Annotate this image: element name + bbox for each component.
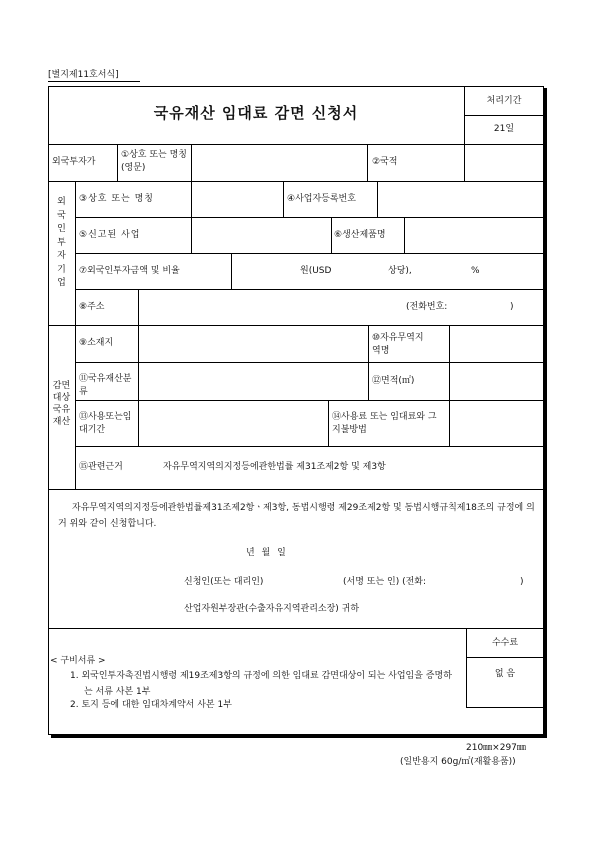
application-statement: 자유무역지역의지정등에관한법률제31조제2항ㆍ제3항, 동법시행령 제29조제2항 및 동법시행규칙제18조의 규정에 의거 위와 같이 신청합니다. [58, 503, 535, 529]
law-value: 자유무역지역의지정등에관한법률 제31조제2항 및 제3항 [163, 462, 386, 472]
investor-label: 외국투자가 [52, 157, 96, 167]
location-label: ⑨소재지 [79, 338, 114, 348]
phone-close: ) [510, 302, 514, 312]
row-line [75, 253, 544, 254]
col-line [449, 325, 450, 400]
col-line [464, 144, 465, 181]
row-line [75, 446, 544, 447]
col-line [404, 217, 405, 253]
paper-spec: (일반용지 60g/㎡(재활용품)) [400, 757, 516, 767]
col-line [117, 144, 118, 181]
fee-label: ⑭사용료 또는 임대료와 그 지불방법 [332, 412, 437, 435]
investor-name-label: ①상호 또는 명칭(영문) [121, 150, 187, 173]
col-line [138, 325, 139, 446]
col-line [328, 400, 329, 446]
row-line [48, 628, 544, 629]
product-label: ⑥생산제품명 [334, 230, 386, 240]
category-label: ⑪국유재산분류 [79, 374, 132, 397]
form-number-underline [48, 81, 140, 82]
address-label: ⑧주소 [79, 302, 105, 312]
business-label: ⑤신고된 사업 [79, 230, 141, 240]
fee-label: 수수료 [491, 638, 519, 648]
col-line [191, 181, 192, 253]
fee-divider [466, 657, 544, 658]
col-line [368, 325, 369, 400]
form-title: 국유재산 임대료 감면 신청서 [153, 104, 359, 122]
document-item-1: 1. 외국인투자촉진법시행령 제19조제3항의 규정에 의한 임대료 감면대상이 되는 사업임을 증명하는 서류 사본 1부 [70, 671, 452, 697]
row-line [48, 489, 544, 490]
row-line [48, 181, 544, 182]
enterprise-section-label: 외국인투자기업 [57, 197, 66, 288]
sign-label: (서명 또는 인) (전화: [343, 577, 427, 587]
processing-label: 처리기간 [486, 96, 522, 106]
amount-unit: 원(USD [300, 266, 332, 276]
paper-size: 210㎜×297㎜ [466, 743, 526, 753]
row-line [75, 362, 544, 363]
period-label: ⑬사용또는임대기간 [79, 412, 132, 435]
ftz-label: ⑩자유무역지역명 [372, 333, 424, 356]
form-number: [별지제11호서식] [48, 70, 119, 80]
recipient: 산업자원부장관(수출자유지역관리소장) 귀하 [184, 604, 360, 614]
row-line [75, 289, 544, 290]
property-section-label: 감면대상국유재산 [52, 381, 71, 427]
col-line [449, 400, 450, 446]
col-line [283, 181, 284, 217]
phone-label: (전화번호: [406, 302, 448, 312]
row-line [75, 400, 544, 401]
document-item-2: 2. 토지 등에 대한 임대차계약서 사본 1부 [70, 700, 232, 710]
frame-shadow-bottom [51, 735, 547, 738]
frame-shadow-right [544, 88, 547, 738]
amount-label: ⑦외국인투자금액 및 비율 [79, 266, 180, 276]
fee-value: 없 음 [494, 669, 516, 679]
nationality-label: ②국적 [372, 157, 398, 167]
reg-no-label: ④사업자등록번호 [287, 194, 356, 204]
col-line [331, 217, 332, 253]
law-label: ⑮관련근거 [79, 462, 123, 472]
processing-value: 21일 [493, 124, 515, 134]
sign-close: ) [520, 577, 524, 587]
area-label: ⑫면적(㎡) [372, 376, 415, 386]
documents-header: < 구비서류 > [50, 656, 106, 666]
row-line [48, 325, 544, 326]
col-line [231, 253, 232, 289]
row-line [48, 144, 544, 145]
amount-equiv: 상당), [388, 266, 412, 276]
applicant-label: 신청인(또는 대리인) [184, 577, 264, 587]
section-col-line [75, 181, 76, 489]
col-line [191, 144, 192, 181]
fee-bottom [466, 707, 544, 708]
enterprise-name-label: ③상호 또는 명칭 [79, 194, 154, 204]
col-line [138, 289, 139, 325]
application-date: 년 월 일 [246, 548, 288, 558]
row-line [75, 217, 544, 218]
amount-percent: % [471, 266, 480, 276]
col-line [377, 181, 378, 217]
col-line [367, 144, 368, 181]
processing-divider [464, 115, 544, 116]
